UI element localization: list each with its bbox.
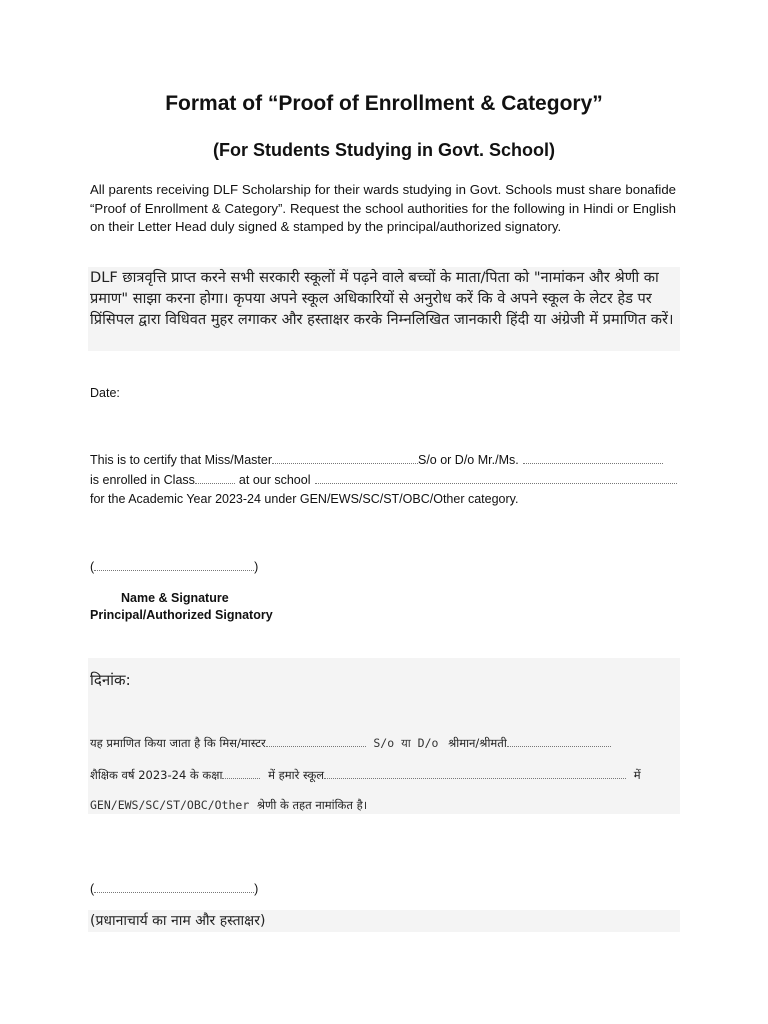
student-name-blank[interactable]: [272, 452, 418, 464]
hindi-parent-name-blank[interactable]: [507, 735, 611, 747]
intro-hindi: DLF छात्रवृत्ति प्राप्त करने सभी सरकारी स्कूलों में पढ़ने वाले बच्चों के माता/पिता को "नामांकन और श्रेणी का प्रमाण" साझा करना होगा। कृपया अपने स्कूल अधिकारियों से अनुरोध करें कि वे अपने स्कूल के लेटर हेड पर प्रिंसिपल द्वारा विधिवत मुहर लगाकर और हस्ताक्षर करके निम्नलिखित जानकारी हिंदी या अंग्रेजी में प्रमाणित करें।: [88, 267, 680, 351]
hindi-certify-line-3: GEN/EWS/SC/ST/OBC/Other श्रेणी के तहत नामांकित है।: [90, 798, 368, 812]
signature-line: ( ): [90, 560, 259, 574]
parent-relation-label: S/o or D/o Mr./Ms.: [417, 453, 519, 467]
signature-title-label: Principal/Authorized Signatory: [90, 608, 273, 622]
parent-name-blank[interactable]: [523, 452, 663, 464]
class-label: is enrolled in Class: [90, 473, 195, 487]
intro-english: All parents receiving DLF Scholarship for their wards studying in Govt. Schools must share bonafide “Proof of Enrollment & Category”. Request the school authorities for the following in Hindi or English on their Letter Head duly signed & stamped by the principal/authorized signatory.: [90, 182, 676, 234]
hindi-class-blank[interactable]: [222, 767, 260, 779]
hindi-signature-label: (प्रधानाचार्य का नाम और हस्ताक्षर): [90, 913, 266, 929]
class-blank[interactable]: [195, 472, 235, 484]
hindi-date-label: दिनांक:: [90, 671, 131, 689]
hindi-category-code: GEN/EWS/SC/ST/OBC/Other: [90, 798, 250, 812]
document-title: Format of “Proof of Enrollment & Category”: [165, 92, 603, 115]
hindi-school-name-blank[interactable]: [324, 767, 626, 779]
hindi-signature-blank[interactable]: [94, 881, 254, 893]
hindi-certify-line-1: यह प्रमाणित किया जाता है कि मिस/मास्टर S/o या D/o श्रीमान/श्रीमती: [90, 735, 611, 751]
signature-name-label: Name & Signature: [121, 591, 229, 605]
hindi-certify-line-2: शैक्षिक वर्ष 2023-24 के कक्षा में हमारे स्कूल में: [90, 768, 641, 782]
signature-blank[interactable]: [94, 559, 254, 571]
certify-prefix: This is to certify that Miss/Master: [90, 453, 272, 467]
school-name-blank[interactable]: [315, 472, 677, 484]
date-label: Date:: [90, 386, 120, 400]
certify-line-3: for the Academic Year 2023-24 under GEN/EWS/SC/ST/OBC/Other category.: [90, 492, 519, 506]
certify-line-2: [90, 472, 677, 487]
hindi-student-name-blank[interactable]: [266, 735, 366, 747]
hindi-relation-code: S/o या D/o: [373, 736, 439, 750]
hindi-signature-line: ( ): [90, 882, 259, 896]
certify-line-1: [90, 452, 663, 467]
school-label: at our school: [238, 473, 311, 487]
document-subtitle: (For Students Studying in Govt. School): [213, 140, 555, 160]
